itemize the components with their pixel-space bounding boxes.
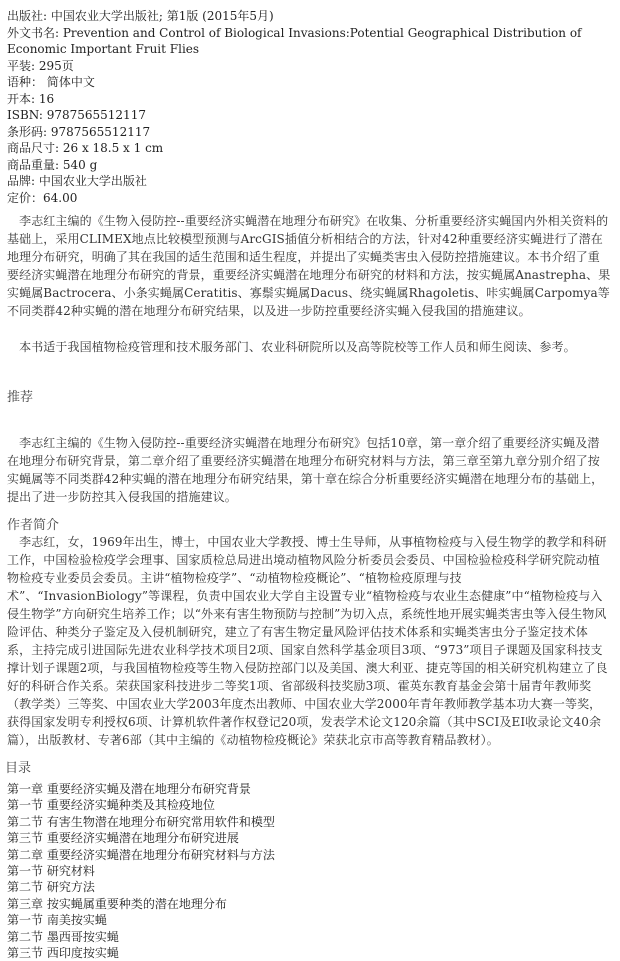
author-heading: 作者简介	[7, 518, 60, 533]
brand-line: 品牌: 中国农业大学出版社	[7, 174, 147, 188]
barcode-line: 条形码: 9787565512117	[7, 124, 151, 139]
publisher-line: 出版社: 中国农业大学出版社; 第1版 (2015年5月)	[7, 9, 274, 23]
product-details	[7, 8, 613, 206]
size-line: 商品尺寸: 26 x 18.5 x 1 cm	[7, 141, 164, 155]
isbn-line: ISBN: 9787565512117	[7, 108, 146, 122]
toc-item[interactable]: 第三章 按实蝇属重要种类的潜在地理分布	[7, 896, 227, 911]
binding-line: 平装: 295页	[7, 58, 74, 73]
foreign-title-line: 外文书名: Prevention and Control of Biological Invasions:Potential Geographical Distribution of Economic Important Fruit Flies	[7, 25, 582, 56]
toc-item[interactable]: 第二章 重要经济实蝇潜在地理分布研究材料与方法	[7, 847, 275, 862]
format-line: 开本: 16	[7, 91, 55, 106]
table-of-contents	[7, 781, 275, 961]
language-line: 语种： 简体中文	[7, 75, 95, 89]
toc-item[interactable]: 第三节 西印度按实蝇	[7, 946, 119, 961]
author-bio: 李志红，女，1969年出生，博士，中国农业大学教授、博士生导师，从事植物检疫与入侵生物学的教学和科研工作，中国检验检疫学会理事、国家质检总局进出境动植物风险分析委员会委员、中国检验检疫科学研究院动植物检疫专业委员会委员。主讲“植物检疫学”、“动植物检疫概论”、“植物检疫原理与技术”、“InvasionBiology”等课程，负责中国农业大学自主设置专业“植物检疫与农业生态健康”中“植物检疫与入侵生物学”方向研究生培养工作；以“外来有害生物预防与控制”为切入点，系统性地开展实蝇类害虫等入侵生物风险评估、种类分子鉴定及入侵机制研究，建立了有害生物定量风险评估技术体系和实蝇类害虫分子鉴定技术体系，主持完成引进国际先进农业科学技术项目2项、国家自然科学基金项目3项、“973”项目子课题及国家科技支撑计划子课题2项，与我国植物检疫等生物入侵防控部门以及美国、澳大利亚、捷克等国的相关研究机构建立了良好的科研合作关系。荣获国家科技进步二等奖1项、省部级科技奖励3项、霍英东教育基金会第十届青年教师奖（教学类）三等奖、中国农业大学2003年度杰出教师、中国农业大学2000年青年教师教学基本功大赛一等奖，获得国家发明专利授权6项、计算机软件著作权登记20项，发表学术论文120余篇（其中SCI及EI收录论文40余篇），出版教材、专著6部（其中主编的《动植物检疫概论》荣获北京市高等教育精品教材）。	[7, 535, 608, 747]
toc-item[interactable]: 第二节 墨西哥按实蝇	[7, 929, 119, 944]
summary-paragraph-1: 李志红主编的《生物入侵防控--重要经济实蝇潜在地理分布研究》在收集、分析重要经济实蝇国内外相关资料的基础上，采用CLIMEX地点比较模型预测与ArcGIS插值分析相结合的方法，针对42种重要经济实蝇进行了潜在地理分布研究，明确了其在我国的适生范围和适生程度，并提出了实蝇类害虫入侵防控措施建议。本书介绍了重要经济实蝇潜在地理分布研究的背景，重要经济实蝇潜在地理分布研究的材料和方法，按实蝇属Anastrepha、果实蝇属Bactrocera、小条实蝇属Ceratitis、寡鬃实蝇属Dacus、绕实蝇属Rhagoletis、咔实蝇属Carpomya等不同类群42种实蝇的潜在地理分布研究结果，以及进一步防控重要经济实蝇入侵我国的措施建议。	[7, 214, 611, 318]
toc-item[interactable]: 第一节 南美按实蝇	[7, 913, 107, 928]
price-line: 定价：64.00	[7, 190, 78, 205]
recommend-text: 李志红主编的《生物入侵防控--重要经济实蝇潜在地理分布研究》包括10章，第一章介绍了重要经济实蝇及潜在地理分布研究背景，第二章介绍了重要经济实蝇潜在地理分布研究材料与方法，第三章至第九章分别介绍了按实蝇属等不同类群42种实蝇的潜在地理分布研究结果，第十章在综合分析重要经济实蝇潜在地理分布的基础上，提出了进一步防控其入侵我国的措施建议。	[7, 436, 604, 504]
toc-item[interactable]: 第一节 重要经济实蝇种类及其检疫地位	[7, 798, 215, 813]
toc-item[interactable]: 第一章 重要经济实蝇及潜在地理分布研究背景	[7, 782, 251, 796]
summary-paragraph-2: 本书适于我国植物检疫管理和技术服务部门、农业科研院所以及高等院校等工作人员和师生阅读、参考。	[7, 340, 576, 354]
recommend-heading: 推荐	[7, 390, 34, 405]
toc-item[interactable]: 第二节 有害生物潜在地理分布研究常用软件和模型	[7, 814, 275, 829]
toc-item[interactable]: 第二节 研究方法	[7, 880, 95, 895]
weight-line: 商品重量: 540 g	[7, 157, 98, 172]
toc-heading: 目录	[5, 761, 32, 776]
toc-item[interactable]: 第一节 研究材料	[7, 864, 95, 879]
toc-item[interactable]: 第三节 重要经济实蝇潜在地理分布研究进展	[7, 831, 239, 846]
